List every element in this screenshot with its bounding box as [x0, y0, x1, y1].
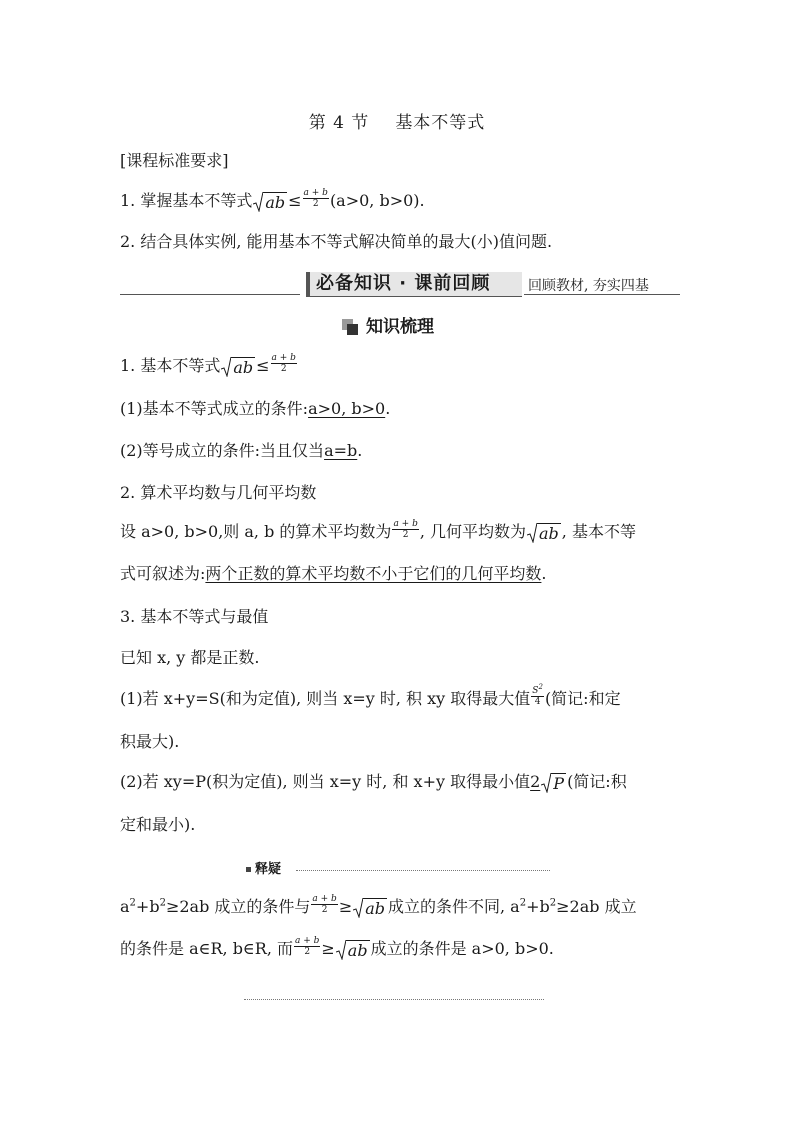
standards-item-2: 2. 结合具体实例, 能用基本不等式解决简单的最大(小)值问题.: [120, 232, 553, 251]
sqrt-ab: ab: [253, 192, 287, 212]
note-line-1: $a^2+b^2\ge 2ab$ 成立的条件与 $\frac{a + b}{2}$ ≥ ab 成立的条件不同, $a^2+b^2\ge 2ab$ 成立: [120, 894, 637, 918]
note-line-2: 的条件是 a∈R, b∈R, 而 $\frac{a + b}{2}$ ≥ ab 成立的条件是 a>0, b>0.: [120, 936, 554, 960]
note-heading: 释疑: [246, 862, 281, 878]
p1-heading: 1. 基本不等式 ab ≤ $\frac{a + b}{2}$: [120, 353, 296, 377]
banner-rule-left: [120, 294, 300, 295]
p3-case-2-cont: 定和最小).: [120, 815, 196, 834]
fraction-a-plus-b-over-2: $\frac{a + b}{2}$: [271, 353, 296, 374]
sqrt-ab: ab: [336, 940, 370, 960]
p3-case-1: (1)若 x+y=S(和为定值), 则当 x=y 时, 积 xy 取得最大值 $\frac{S^2}{4}$ (简记:和定: [120, 683, 621, 708]
answer-blank: 两个正数的算术平均数不小于它们的几何平均数: [205, 564, 542, 583]
answer-blank: 2 P: [530, 772, 565, 793]
fraction-a-plus-b-over-2: $\frac{a + b}{2}$: [303, 188, 328, 209]
banner-rule-right: [524, 294, 680, 295]
sqrt-ab: ab: [221, 357, 255, 377]
p3-case-1-cont: 积最大).: [120, 732, 180, 751]
banner-title: 必备知识 · 课前回顾: [316, 273, 491, 294]
standards-header: [课程标准要求]: [120, 151, 229, 170]
p3-case-2: (2)若 xy=P(积为定值), 则当 x=y 时, 和 x+y 取得最小值2 P (简记:积: [120, 772, 627, 793]
standards-item-1: 1. 掌握基本不等式 ab ≤ $\frac{a + b}{2}$ (a>0, b>0).: [120, 188, 425, 212]
sqrt-ab: ab: [353, 898, 387, 918]
banner-subtitle: 回顾教材, 夯实四基: [528, 278, 649, 294]
sqrt-ab: ab: [527, 523, 561, 543]
fraction-a-plus-b-over-2: $\frac{a + b}{2}$: [393, 519, 418, 540]
p2-heading: 2. 算术平均数与几何平均数: [120, 483, 317, 502]
fraction-a-plus-b-over-2: $\frac{a + b}{2}$: [312, 894, 337, 915]
answer-blank: a>0, b>0: [308, 399, 386, 418]
p1-condition-1: (1)基本不等式成立的条件:a>0, b>0.: [120, 399, 391, 418]
section-topic: 基本不等式: [395, 113, 486, 133]
section-number: 第 4 节: [308, 113, 370, 133]
p1-condition-2: (2)等号成立的条件:当且仅当a=b.: [120, 441, 363, 460]
p3-given: 已知 x, y 都是正数.: [120, 648, 260, 667]
sqrt-p: P: [541, 773, 566, 793]
fraction-s-squared-over-4: $\frac{S^2}{4}$: [532, 683, 543, 707]
p3-heading: 3. 基本不等式与最值: [120, 607, 269, 626]
note-dotted-rule: [296, 870, 550, 871]
fraction-a-plus-b-over-2: $\frac{a + b}{2}$: [295, 936, 320, 957]
answer-blank: a=b: [324, 441, 358, 460]
p2-line-1: 设 a>0, b>0,则 a, b 的算术平均数为 $\frac{a + b}{2}$ , 几何平均数为 ab , 基本不等: [120, 519, 636, 543]
p2-line-2: 式可叙述为:两个正数的算术平均数不小于它们的几何平均数.: [120, 564, 547, 583]
page-title: [0, 108, 794, 133]
section-square-icon: [342, 319, 358, 335]
section-heading: 知识梳理: [366, 317, 434, 337]
note-bottom-dotted-rule: [244, 999, 544, 1000]
note-square-icon: [246, 867, 251, 872]
